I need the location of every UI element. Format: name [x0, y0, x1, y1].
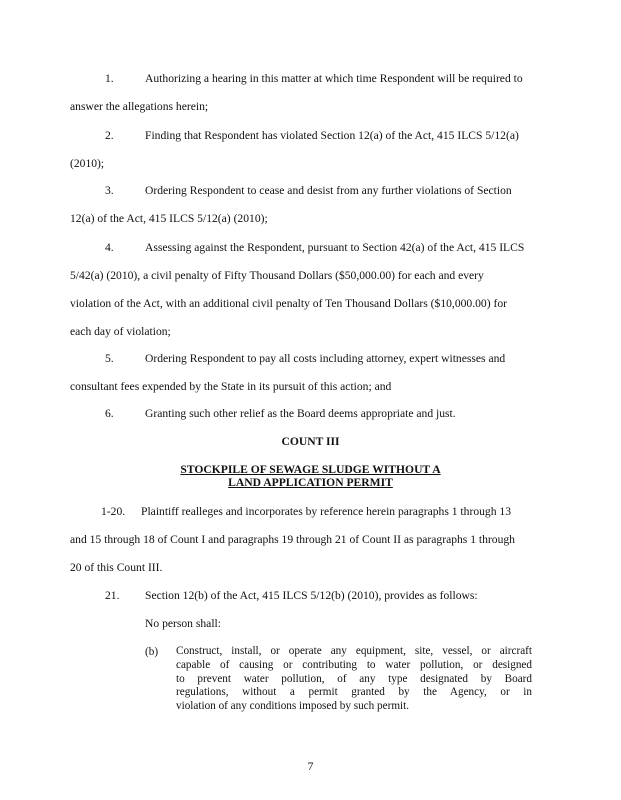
para-21-text: Section 12(b) of the Act, 415 ILCS 5/12(b) (2010), provides as follows: [145, 589, 478, 602]
item-1-line-2: answer the allegations herein; [70, 100, 209, 113]
page-number: 7 [307, 760, 314, 773]
para-21-number: 21. [105, 589, 120, 602]
item-4-line-3: violation of the Act, with an additional civil penalty of Ten Thousand Dollars ($10,000.00) for [70, 297, 507, 310]
realleges-line-2: and 15 through 18 of Count I and paragraphs 19 through 21 of Count II as paragraphs 1 through [70, 533, 515, 546]
item-2-line-1: Finding that Respondent has violated Section 12(a) of the Act, 415 ILCS 5/12(a) [145, 129, 519, 142]
item-3-line-2: 12(a) of the Act, 415 ILCS 5/12(a) (2010); [70, 212, 268, 225]
count-title-line-2: LAND APPLICATION PERMIT [228, 476, 393, 489]
quote-line-5: violation of any conditions imposed by such permit. [176, 700, 410, 713]
item-3-line-1: Ordering Respondent to cease and desist from any further violations of Section [145, 184, 512, 197]
item-3-number: 3. [105, 184, 114, 197]
item-4-line-2: 5/42(a) (2010), a civil penalty of Fifty Thousand Dollars ($50,000.00) for each and every [70, 269, 484, 282]
item-6-number: 6. [105, 407, 114, 420]
realleges-line-1: Plaintiff realleges and incorporates by reference herein paragraphs 1 through 13 [141, 505, 511, 518]
quote-line-1: Construct, install, or operate any equipment, site, vessel, or aircraft [176, 645, 532, 657]
item-4-line-1: Assessing against the Respondent, pursuant to Section 42(a) of the Act, 415 ILCS [145, 241, 525, 254]
quote-line-4: regulations, without a permit granted by the Agency, or in [176, 686, 532, 699]
item-6-line-1: Granting such other relief as the Board deems appropriate and just. [145, 407, 456, 420]
count-title-line-1: STOCKPILE OF SEWAGE SLUDGE WITHOUT A [180, 463, 441, 476]
item-4-line-4: each day of violation; [70, 325, 171, 338]
quote-label: (b) [145, 646, 159, 658]
quote-block [176, 645, 532, 714]
item-1-number: 1. [105, 72, 114, 85]
item-2-number: 2. [105, 129, 114, 142]
item-4-number: 4. [105, 241, 114, 254]
quote-line-2: capable of causing or contributing to water pollution, or designed [176, 658, 532, 671]
item-1-line-1: Authorizing a hearing in this matter at which time Respondent will be required to [145, 72, 523, 85]
no-person-text: No person shall: [145, 617, 221, 630]
count-heading: COUNT III [281, 435, 340, 448]
realleges-number: 1-20. [101, 505, 126, 518]
item-5-number: 5. [105, 352, 114, 365]
item-5-line-1: Ordering Respondent to pay all costs including attorney, expert witnesses and [145, 352, 506, 365]
realleges-line-3: 20 of this Count III. [70, 561, 163, 574]
item-5-line-2: consultant fees expended by the State in its pursuit of this action; and [70, 380, 392, 393]
item-2-line-2: (2010); [70, 157, 105, 170]
quote-line-3: to prevent water pollution, of any type designated by Board [176, 672, 532, 685]
